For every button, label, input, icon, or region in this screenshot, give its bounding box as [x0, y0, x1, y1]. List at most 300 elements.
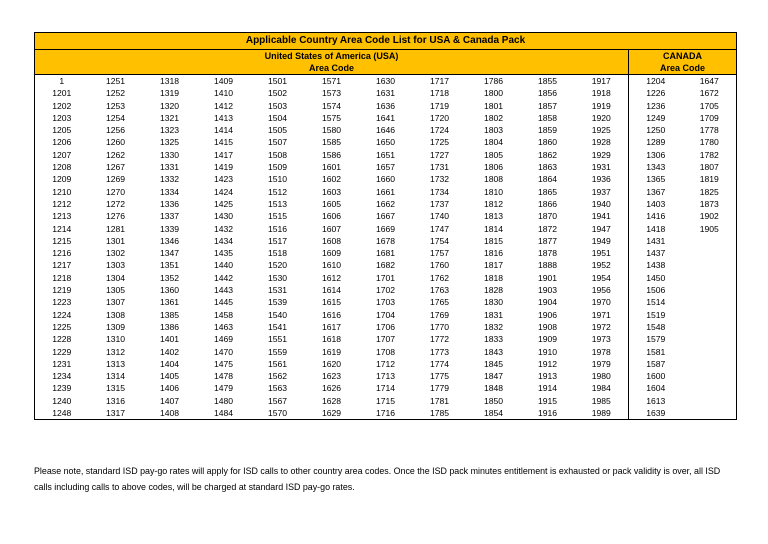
usa-area-code-cell: 1715: [375, 395, 396, 406]
usa-area-code-cell: 1877: [537, 235, 558, 246]
usa-area-code-cell: 1661: [375, 186, 396, 197]
usa-area-code-cell: 1484: [197, 407, 251, 420]
usa-area-code-cell: 1734: [429, 186, 450, 197]
usa-area-code-cell: 1725: [429, 137, 450, 148]
usa-area-code-cell: 1509: [267, 162, 288, 173]
table-row: [35, 100, 737, 112]
usa-area-code-cell: 1660: [375, 174, 396, 185]
usa-area-code-cell: 1636: [375, 100, 396, 111]
usa-area-code-cell: 1916: [521, 407, 575, 420]
usa-area-code-cell: 1623: [321, 371, 342, 382]
usa-area-code-cell: 1302: [105, 248, 126, 259]
usa-area-code-cell: 1315: [105, 383, 126, 394]
usa-area-code-cell: 1234: [35, 370, 89, 382]
usa-area-code-cell: 1667: [375, 211, 396, 222]
canada-area-code-cell: [683, 235, 737, 247]
usa-area-code-cell: 1405: [159, 371, 180, 382]
usa-area-code-cell: 1866: [537, 198, 558, 209]
usa-area-code-cell: 1573: [321, 88, 342, 99]
usa-area-code-cell: 1602: [321, 174, 342, 185]
usa-area-code-cell: 1651: [375, 149, 396, 160]
usa-area-code-cell: 1601: [321, 162, 342, 173]
usa-area-code-cell: 1903: [537, 285, 558, 296]
usa-area-code-cell: 1575: [321, 112, 342, 123]
usa-area-code-cell: 1646: [375, 125, 396, 136]
usa-area-code-cell: 1571: [321, 76, 342, 86]
usa-area-code-cell: 1567: [267, 395, 288, 406]
usa-area-code-cell: 1971: [575, 309, 629, 321]
table-row: [35, 333, 737, 345]
usa-area-code-cell: 1848: [483, 383, 504, 394]
usa-area-code-cell: 1616: [321, 309, 342, 320]
canada-area-code-cell: 1438: [646, 260, 666, 271]
usa-area-code-cell: 1612: [321, 272, 342, 283]
usa-area-code-cell: 1917: [575, 75, 629, 88]
usa-area-code-cell: 1937: [575, 186, 629, 198]
usa-area-code-cell: 1432: [213, 223, 234, 234]
usa-area-code-cell: 1754: [429, 235, 450, 246]
table-row: [35, 87, 737, 99]
usa-area-code-cell: 1217: [35, 259, 89, 271]
usa-area-code-cell: 1540: [267, 309, 288, 320]
usa-area-code-cell: 1570: [251, 407, 305, 420]
usa-area-code-cell: 1562: [267, 371, 288, 382]
usa-area-code-cell: 1210: [35, 186, 89, 198]
disclaimer-note: Please note, standard ISD pay-go rates will apply for ISD calls to other country area codes. Once the ISD pack minutes entitlement is exhausted or pack validity is over, all ISD calls including calls to above codes, will be charged at standard ISD pay-go rates.: [34, 466, 721, 492]
usa-area-code-cell: 1608: [321, 235, 342, 246]
usa-area-code-cell: 1229: [35, 346, 89, 358]
usa-area-code-cell: 1214: [35, 223, 89, 235]
canada-area-code-cell: 1204: [646, 76, 666, 86]
usa-area-code-cell: 1810: [483, 186, 504, 197]
canada-area-code-cell: [683, 346, 737, 358]
usa-area-code-cell: 1925: [575, 124, 629, 136]
table-row: [35, 186, 737, 198]
usa-area-code-cell: 1762: [429, 272, 450, 283]
usa-area-code-cell: 1501: [267, 76, 288, 86]
area-code-body: [35, 75, 737, 420]
usa-area-code-cell: 1539: [267, 297, 288, 308]
usa-area-code-cell: 1212: [35, 198, 89, 210]
usa-area-code-cell: 1818: [483, 272, 504, 283]
usa-area-code-cell: 1816: [483, 248, 504, 259]
canada-area-code-cell: 1587: [646, 358, 666, 369]
usa-area-code-cell: 1561: [267, 358, 288, 369]
usa-area-code-cell: 1323: [159, 125, 180, 136]
usa-area-code-cell: 1704: [375, 309, 396, 320]
canada-area-code-cell: 1639: [629, 407, 683, 420]
usa-area-code-cell: 1530: [267, 272, 288, 283]
usa-area-code-cell: 1770: [429, 321, 450, 332]
usa-area-code-cell: 1765: [429, 297, 450, 308]
table-row: [35, 407, 737, 420]
usa-area-code-cell: 1503: [267, 100, 288, 111]
usa-area-code-cell: 1: [35, 75, 89, 88]
usa-area-code-cell: 1775: [429, 371, 450, 382]
canada-area-code-cell: 1780: [683, 136, 737, 148]
usa-area-code-cell: 1774: [429, 358, 450, 369]
canada-area-code-cell: 1418: [646, 223, 666, 234]
canada-area-code-cell: 1343: [646, 162, 666, 173]
usa-area-code-cell: 1956: [575, 284, 629, 296]
usa-area-code-cell: 1231: [35, 358, 89, 370]
usa-area-code-cell: 1720: [429, 112, 450, 123]
usa-area-code-cell: 1732: [429, 174, 450, 185]
usa-area-code-cell: 1607: [321, 223, 342, 234]
usa-area-code-cell: 1331: [159, 162, 180, 173]
canada-area-code-cell: 1226: [646, 88, 666, 99]
usa-heading: United States of America (USA): [35, 50, 629, 63]
usa-area-code-cell: 1430: [213, 211, 234, 222]
usa-area-code-cell: 1202: [35, 100, 89, 112]
canada-area-code-cell: 1600: [646, 371, 666, 382]
usa-area-code-cell: 1425: [213, 198, 234, 209]
usa-area-code-cell: 1727: [429, 149, 450, 160]
usa-area-code-cell: 1856: [537, 88, 558, 99]
table-row: [35, 247, 737, 259]
usa-area-code-cell: 1605: [321, 198, 342, 209]
canada-area-code-cell: [683, 296, 737, 308]
usa-area-code-cell: 1910: [537, 346, 558, 357]
usa-area-code-cell: 1262: [105, 149, 126, 160]
usa-area-code-cell: 1763: [429, 285, 450, 296]
canada-area-code-cell: 1506: [646, 285, 666, 296]
canada-area-code-cell: [683, 259, 737, 271]
usa-area-code-cell: 1714: [375, 383, 396, 394]
usa-area-code-cell: 1970: [575, 296, 629, 308]
canada-area-code-cell: 1613: [646, 395, 666, 406]
usa-area-code-cell: 1803: [483, 125, 504, 136]
usa-area-code-cell: 1614: [321, 285, 342, 296]
usa-area-code-cell: 1402: [159, 346, 180, 357]
usa-area-code-cell: 1424: [213, 186, 234, 197]
usa-area-code-cell: 1360: [159, 285, 180, 296]
usa-area-code-cell: 1218: [35, 272, 89, 284]
table-row: [35, 370, 737, 382]
usa-area-code-cell: 1657: [375, 162, 396, 173]
area-code-heading-row: [35, 62, 737, 75]
canada-area-code-cell: 1647: [683, 75, 737, 88]
usa-area-code-cell: 1352: [159, 272, 180, 283]
usa-area-code-cell: 1806: [483, 162, 504, 173]
canada-area-code-cell: 1705: [683, 100, 737, 112]
usa-area-code-cell: 1586: [321, 149, 342, 160]
canada-area-code-cell: 1581: [646, 346, 666, 357]
usa-area-code-cell: 1417: [213, 149, 234, 160]
usa-area-code-cell: 1479: [213, 383, 234, 394]
usa-area-code-cell: 1440: [213, 260, 234, 271]
table-row: [35, 382, 737, 394]
usa-area-code-cell: 1854: [467, 407, 521, 420]
usa-area-code-cell: 1346: [159, 235, 180, 246]
usa-area-code-cell: 1800: [483, 88, 504, 99]
usa-area-code-cell: 1641: [375, 112, 396, 123]
usa-area-code-cell: 1706: [375, 321, 396, 332]
usa-area-code-cell: 1312: [105, 346, 126, 357]
usa-area-code-cell: 1847: [483, 371, 504, 382]
table-row: [35, 309, 737, 321]
table-row: [35, 223, 737, 235]
usa-area-code-cell: 1267: [105, 162, 126, 173]
usa-area-code-cell: 1219: [35, 284, 89, 296]
usa-area-code-cell: 1224: [35, 309, 89, 321]
usa-area-code-cell: 1240: [35, 395, 89, 407]
usa-area-code-cell: 1843: [483, 346, 504, 357]
usa-area-code-cell: 1831: [483, 309, 504, 320]
country-heading-row: [35, 50, 737, 63]
usa-area-code-cell: 1989: [575, 407, 629, 420]
usa-area-code-cell: 1463: [213, 321, 234, 332]
usa-area-code-cell: 1701: [375, 272, 396, 283]
usa-area-code-cell: 1619: [321, 346, 342, 357]
usa-area-code-cell: 1719: [429, 100, 450, 111]
usa-area-code-cell: 1872: [537, 223, 558, 234]
usa-area-code-cell: 1609: [321, 248, 342, 259]
usa-area-code-cell: 1781: [429, 395, 450, 406]
canada-area-code-cell: 1514: [646, 297, 666, 308]
usa-area-code-cell: 1445: [213, 297, 234, 308]
usa-area-code-cell: 1563: [267, 383, 288, 394]
usa-area-code-cell: 1409: [213, 76, 234, 86]
usa-area-code-cell: 1662: [375, 198, 396, 209]
usa-area-code-cell: 1631: [375, 88, 396, 99]
usa-area-code-cell: 1724: [429, 125, 450, 136]
canada-area-code-cell: 1403: [646, 198, 666, 209]
usa-area-code-cell: 1828: [483, 285, 504, 296]
usa-area-code-cell: 1253: [105, 100, 126, 111]
usa-area-code-cell: 1385: [159, 309, 180, 320]
usa-area-code-cell: 1952: [575, 259, 629, 271]
usa-area-code-cell: 1615: [321, 297, 342, 308]
usa-area-code-cell: 1860: [537, 137, 558, 148]
usa-area-code-cell: 1256: [105, 125, 126, 136]
usa-area-code-cell: 1332: [159, 174, 180, 185]
usa-area-code-cell: 1626: [321, 383, 342, 394]
usa-area-code-cell: 1940: [575, 198, 629, 210]
usa-area-code-cell: 1918: [575, 87, 629, 99]
usa-area-code-cell: 1908: [537, 321, 558, 332]
title-row: [35, 33, 737, 50]
usa-area-code-cell: 1407: [159, 395, 180, 406]
usa-area-code-cell: 1336: [159, 198, 180, 209]
canada-area-code-cell: 1519: [646, 309, 666, 320]
usa-area-code-cell: 1203: [35, 112, 89, 124]
usa-area-code-cell: 1208: [35, 161, 89, 173]
usa-area-code-cell: 1272: [105, 198, 126, 209]
usa-area-code-cell: 1906: [537, 309, 558, 320]
usa-area-code-cell: 1435: [213, 248, 234, 259]
usa-area-code-cell: 1805: [483, 149, 504, 160]
canada-area-code-cell: 1825: [683, 186, 737, 198]
usa-area-code-cell: 1334: [159, 186, 180, 197]
usa-area-code-cell: 1408: [143, 407, 197, 420]
usa-area-code-cell: 1320: [159, 100, 180, 111]
canada-area-code-cell: 1819: [683, 173, 737, 185]
usa-area-code-cell: 1254: [105, 112, 126, 123]
usa-area-code-cell: 1470: [213, 346, 234, 357]
canada-area-code-cell: [683, 382, 737, 394]
canada-area-code-cell: 1437: [646, 248, 666, 259]
usa-area-code-cell: 1737: [429, 198, 450, 209]
usa-area-code-cell: 1703: [375, 297, 396, 308]
usa-area-code-cell: 1215: [35, 235, 89, 247]
usa-area-code-cell: 1857: [537, 100, 558, 111]
canada-area-code-cell: [683, 321, 737, 333]
usa-area-code-cell: 1760: [429, 260, 450, 271]
usa-area-code-cell: 1337: [159, 211, 180, 222]
canada-area-code-cell: 1778: [683, 124, 737, 136]
usa-area-code-cell: 1617: [321, 321, 342, 332]
usa-area-code-cell: 1865: [537, 186, 558, 197]
usa-area-code-cell: 1475: [213, 358, 234, 369]
usa-area-code-cell: 1252: [105, 88, 126, 99]
canada-area-code-cell: 1306: [646, 149, 666, 160]
usa-area-code-cell: 1502: [267, 88, 288, 99]
canada-area-code-cell: 1450: [646, 272, 666, 283]
usa-area-code-cell: 1585: [321, 137, 342, 148]
usa-area-code-cell: 1815: [483, 235, 504, 246]
usa-area-code-cell: 1308: [105, 309, 126, 320]
table-row: [35, 198, 737, 210]
usa-area-code-cell: 1678: [375, 235, 396, 246]
usa-area-code-cell: 1747: [429, 223, 450, 234]
usa-area-code-cell: 1801: [483, 100, 504, 111]
area-code-table: [34, 32, 737, 420]
canada-area-code-cell: 1579: [646, 334, 666, 345]
usa-area-code-cell: 1813: [483, 211, 504, 222]
usa-area-code-cell: 1620: [321, 358, 342, 369]
usa-area-code-cell: 1316: [105, 395, 126, 406]
usa-area-code-cell: 1478: [213, 371, 234, 382]
usa-area-code-cell: 1951: [575, 247, 629, 259]
usa-area-code-cell: 1228: [35, 333, 89, 345]
usa-area-code-cell: 1814: [483, 223, 504, 234]
table-row: [35, 346, 737, 358]
usa-area-code-cell: 1517: [267, 235, 288, 246]
usa-area-code-cell: 1251: [105, 76, 126, 86]
usa-area-code-cell: 1606: [321, 211, 342, 222]
usa-area-code-cell: 1915: [537, 395, 558, 406]
usa-area-code-cell: 1442: [213, 272, 234, 283]
usa-area-code-cell: 1802: [483, 112, 504, 123]
usa-area-code-cell: 1276: [105, 211, 126, 222]
usa-area-code-cell: 1505: [267, 125, 288, 136]
usa-area-code-cell: 1913: [537, 371, 558, 382]
canada-area-code-cell: 1905: [683, 223, 737, 235]
table-row: [35, 272, 737, 284]
usa-area-code-cell: 1914: [537, 383, 558, 394]
usa-area-code-cell: 1978: [575, 346, 629, 358]
usa-area-code-cell: 1223: [35, 296, 89, 308]
canada-area-code-cell: 1367: [646, 186, 666, 197]
usa-area-code-cell: 1239: [35, 382, 89, 394]
usa-area-code-cell: 1225: [35, 321, 89, 333]
usa-area-code-cell: 1785: [413, 407, 467, 420]
usa-area-code-cell: 1515: [267, 211, 288, 222]
canada-area-code-cell: 1873: [683, 198, 737, 210]
canada-area-code-cell: 1431: [646, 235, 666, 246]
usa-area-code-cell: 1804: [483, 137, 504, 148]
usa-area-code-cell: 1304: [105, 272, 126, 283]
usa-area-code-cell: 1213: [35, 210, 89, 222]
usa-area-code-cell: 1206: [35, 136, 89, 148]
canada-heading: CANADA: [629, 50, 737, 63]
usa-area-code-cell: 1858: [537, 112, 558, 123]
usa-area-code-cell: 1864: [537, 174, 558, 185]
usa-area-code-cell: 1973: [575, 333, 629, 345]
usa-area-code-cell: 1833: [483, 334, 504, 345]
usa-area-code-cell: 1779: [429, 383, 450, 394]
usa-area-code-cell: 1712: [375, 358, 396, 369]
table-row: [35, 284, 737, 296]
usa-area-code-cell: 1410: [213, 88, 234, 99]
canada-area-code-cell: 1548: [646, 321, 666, 332]
usa-area-code-cell: 1878: [537, 248, 558, 259]
table-row: [35, 235, 737, 247]
usa-area-code-cell: 1984: [575, 382, 629, 394]
usa-area-code-cell: 1513: [267, 198, 288, 209]
usa-area-code-cell: 1740: [429, 211, 450, 222]
usa-area-code-cell: 1317: [89, 407, 143, 420]
table-row: [35, 136, 737, 148]
usa-area-code-cell: 1757: [429, 248, 450, 259]
usa-area-code-cell: 1307: [105, 297, 126, 308]
usa-area-code-cell: 1830: [483, 297, 504, 308]
usa-area-code-cell: 1707: [375, 334, 396, 345]
table-row: [35, 210, 737, 222]
table-row: [35, 161, 737, 173]
table-row: [35, 321, 737, 333]
usa-area-code-cell: 1628: [321, 395, 342, 406]
usa-area-code-cell: 1931: [575, 161, 629, 173]
usa-area-code-cell: 1314: [105, 371, 126, 382]
canada-area-code-cell: 1807: [683, 161, 737, 173]
usa-area-code-cell: 1318: [159, 76, 180, 86]
usa-area-code-cell: 1682: [375, 260, 396, 271]
usa-area-code-cell: 1361: [159, 297, 180, 308]
usa-area-code-cell: 1404: [159, 358, 180, 369]
canada-area-code-cell: 1902: [683, 210, 737, 222]
canada-area-code-cell: 1249: [646, 112, 666, 123]
usa-area-code-cell: 1929: [575, 149, 629, 161]
table-row: [35, 173, 737, 185]
usa-area-code-cell: 1412: [213, 100, 234, 111]
canada-area-code-label: Area Code: [629, 62, 737, 75]
usa-area-code-cell: 1386: [159, 321, 180, 332]
table-row: [35, 112, 737, 124]
usa-area-code-cell: 1629: [305, 407, 359, 420]
usa-area-code-cell: 1773: [429, 346, 450, 357]
canada-area-code-cell: 1236: [646, 100, 666, 111]
usa-area-code-cell: 1406: [159, 383, 180, 394]
usa-area-code-cell: 1321: [159, 112, 180, 123]
table-row: [35, 395, 737, 407]
usa-area-code-cell: 1423: [213, 174, 234, 185]
usa-area-code-cell: 1516: [267, 223, 288, 234]
usa-area-code-cell: 1319: [159, 88, 180, 99]
usa-area-code-cell: 1443: [213, 285, 234, 296]
usa-area-code-cell: 1669: [375, 223, 396, 234]
canada-area-code-cell: [683, 309, 737, 321]
usa-area-code-cell: 1947: [575, 223, 629, 235]
usa-area-code-cell: 1269: [105, 174, 126, 185]
usa-area-code-cell: 1458: [213, 309, 234, 320]
usa-area-code-cell: 1260: [105, 137, 126, 148]
usa-area-code-cell: 1650: [375, 137, 396, 148]
usa-area-code-cell: 1520: [267, 260, 288, 271]
usa-area-code-cell: 1941: [575, 210, 629, 222]
usa-area-code-cell: 1919: [575, 100, 629, 112]
